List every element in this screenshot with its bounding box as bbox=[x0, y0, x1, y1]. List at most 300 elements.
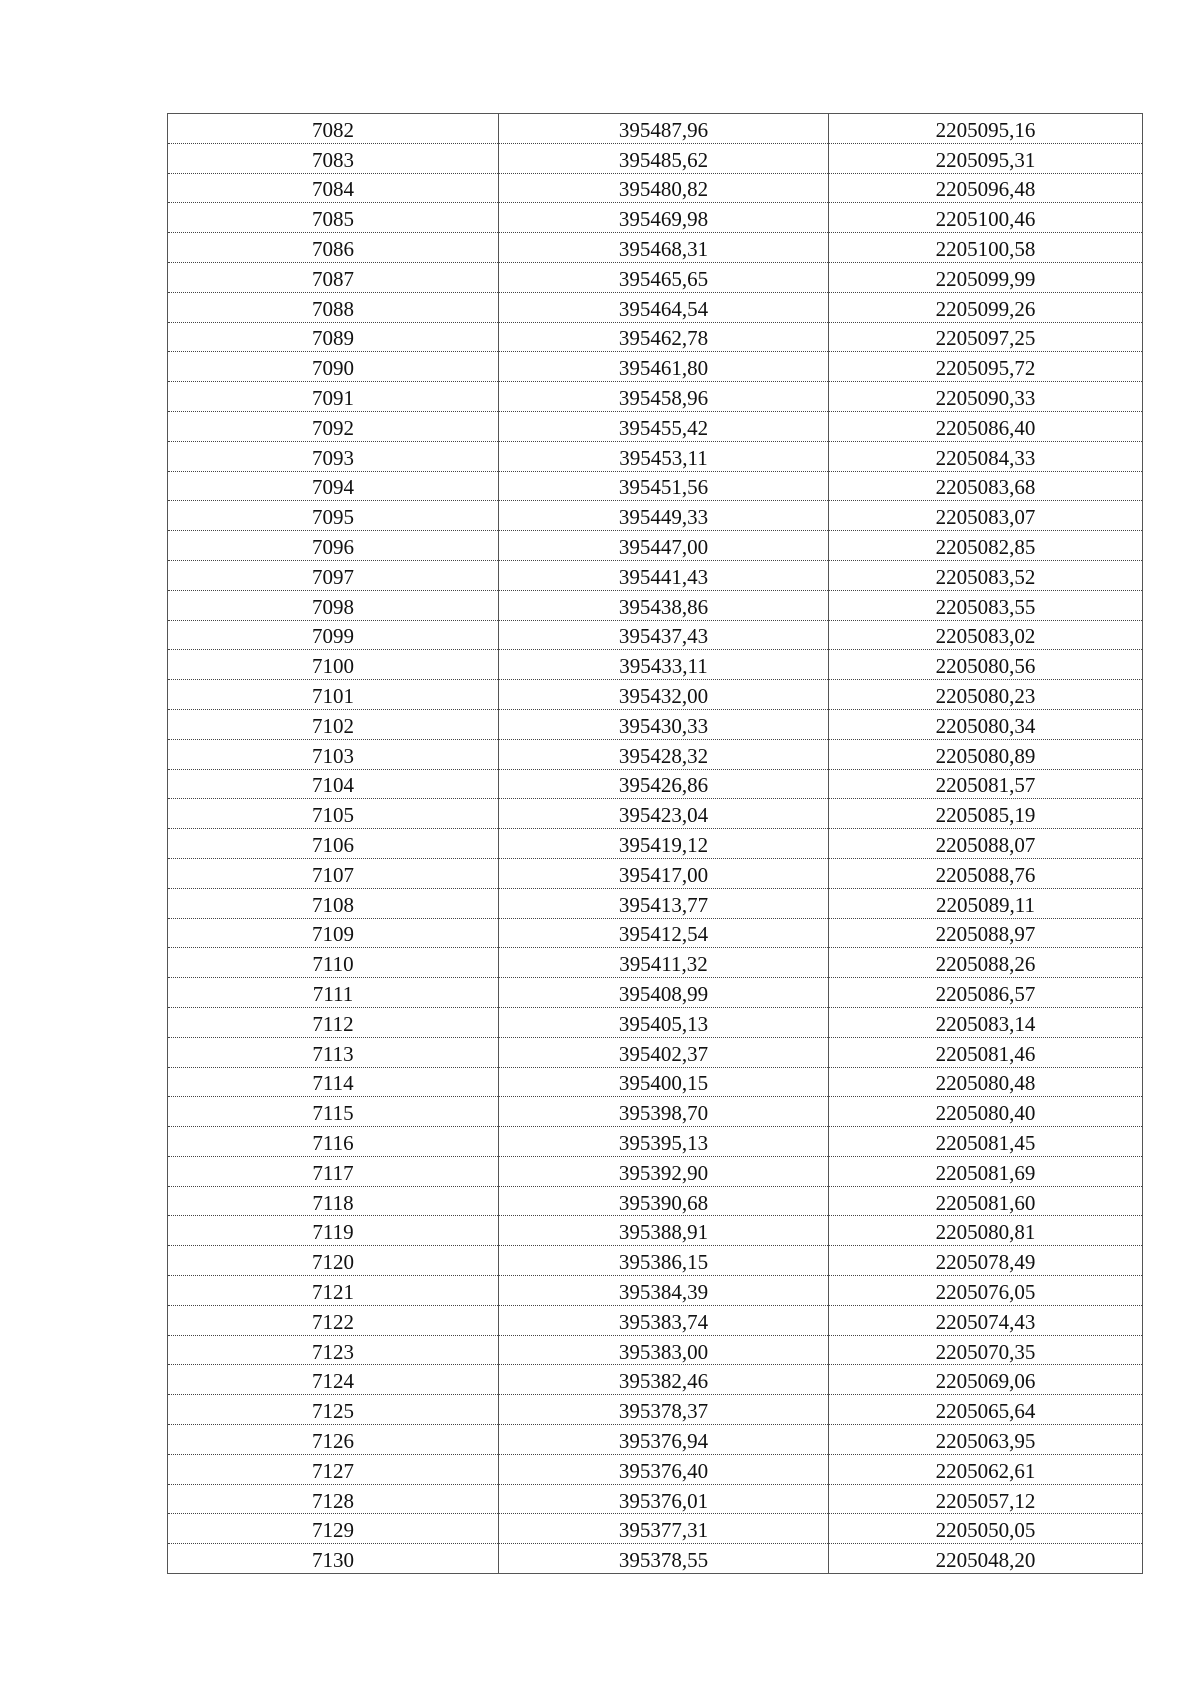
x-coordinate: 395382,46 bbox=[618, 1369, 709, 1394]
y-coordinate-cell bbox=[829, 948, 1143, 978]
y-coordinate: 2205083,14 bbox=[935, 1011, 1036, 1036]
y-coordinate-cell bbox=[829, 1246, 1143, 1276]
y-coordinate-cell bbox=[829, 173, 1143, 203]
y-coordinate-cell bbox=[829, 1484, 1143, 1514]
x-coordinate-cell bbox=[499, 709, 829, 739]
x-coordinate: 395468,31 bbox=[618, 237, 709, 262]
point-number-cell bbox=[168, 203, 499, 233]
y-coordinate: 2205080,56 bbox=[935, 654, 1036, 679]
y-coordinate: 2205089,11 bbox=[936, 892, 1035, 917]
point-number: 7092 bbox=[312, 415, 354, 440]
y-coordinate: 2205083,68 bbox=[935, 475, 1036, 500]
coordinates-table bbox=[167, 113, 1143, 1574]
y-coordinate: 2205085,19 bbox=[935, 803, 1036, 828]
x-coordinate-cell bbox=[499, 292, 829, 322]
point-number: 7115 bbox=[312, 1101, 354, 1126]
y-coordinate-cell bbox=[829, 322, 1143, 352]
x-coordinate-cell bbox=[499, 620, 829, 650]
y-coordinate-cell bbox=[829, 262, 1143, 292]
point-number: 7118 bbox=[312, 1190, 354, 1215]
table-row bbox=[168, 709, 1143, 739]
point-number-cell bbox=[168, 918, 499, 948]
y-coordinate-cell bbox=[829, 620, 1143, 650]
table-row bbox=[168, 1365, 1143, 1395]
point-number: 7104 bbox=[312, 773, 354, 798]
y-coordinate: 2205100,46 bbox=[935, 207, 1036, 232]
x-coordinate: 395428,32 bbox=[618, 743, 709, 768]
point-number: 7105 bbox=[312, 803, 354, 828]
y-coordinate: 2205069,06 bbox=[935, 1369, 1036, 1394]
point-number-cell bbox=[168, 590, 499, 620]
x-coordinate-cell bbox=[499, 829, 829, 859]
y-coordinate: 2205095,16 bbox=[935, 117, 1036, 142]
y-coordinate-cell bbox=[829, 1544, 1143, 1574]
y-coordinate: 2205088,97 bbox=[935, 922, 1036, 947]
x-coordinate: 395453,11 bbox=[619, 445, 708, 470]
y-coordinate: 2205074,43 bbox=[935, 1309, 1036, 1334]
point-number: 7111 bbox=[312, 982, 354, 1006]
y-coordinate-cell bbox=[829, 1186, 1143, 1216]
table-row bbox=[168, 1216, 1143, 1246]
y-coordinate: 2205070,35 bbox=[935, 1339, 1036, 1364]
table-row bbox=[168, 233, 1143, 263]
point-number-cell bbox=[168, 1067, 499, 1097]
x-coordinate-cell bbox=[499, 1127, 829, 1157]
y-coordinate: 2205090,33 bbox=[935, 386, 1036, 411]
x-coordinate-cell bbox=[499, 1276, 829, 1306]
y-coordinate-cell bbox=[829, 1156, 1143, 1186]
x-coordinate: 395388,91 bbox=[618, 1220, 709, 1245]
point-number: 7087 bbox=[312, 266, 354, 291]
y-coordinate: 2205081,46 bbox=[935, 1041, 1036, 1066]
point-number-cell bbox=[168, 560, 499, 590]
table-row bbox=[168, 352, 1143, 382]
point-number: 7091 bbox=[312, 386, 354, 411]
x-coordinate: 395432,00 bbox=[618, 684, 709, 709]
point-number: 7106 bbox=[312, 833, 354, 858]
table-row bbox=[168, 382, 1143, 412]
y-coordinate: 2205083,52 bbox=[935, 564, 1036, 589]
point-number: 7085 bbox=[312, 207, 354, 232]
point-number-cell bbox=[168, 1305, 499, 1335]
y-coordinate: 2205057,12 bbox=[935, 1488, 1036, 1513]
point-number: 7099 bbox=[312, 624, 354, 649]
x-coordinate: 395485,62 bbox=[618, 147, 709, 172]
point-number-cell bbox=[168, 1037, 499, 1067]
table-row bbox=[168, 1335, 1143, 1365]
x-coordinate: 395419,12 bbox=[618, 833, 709, 858]
x-coordinate: 395438,86 bbox=[618, 594, 709, 619]
table-row bbox=[168, 1037, 1143, 1067]
point-number: 7095 bbox=[312, 505, 354, 530]
x-coordinate-cell bbox=[499, 471, 829, 501]
table-row bbox=[168, 1276, 1143, 1306]
point-number-cell bbox=[168, 441, 499, 471]
x-coordinate: 395376,01 bbox=[618, 1488, 709, 1513]
table-row bbox=[168, 978, 1143, 1008]
point-number-cell bbox=[168, 888, 499, 918]
table-row bbox=[168, 1186, 1143, 1216]
y-coordinate: 2205080,48 bbox=[935, 1071, 1036, 1096]
x-coordinate-cell bbox=[499, 858, 829, 888]
y-coordinate-cell bbox=[829, 888, 1143, 918]
point-number: 7130 bbox=[312, 1548, 354, 1573]
x-coordinate-cell bbox=[499, 411, 829, 441]
point-number-cell bbox=[168, 501, 499, 531]
x-coordinate: 395400,15 bbox=[618, 1071, 709, 1096]
point-number: 7113 bbox=[312, 1041, 354, 1066]
point-number-cell bbox=[168, 1425, 499, 1455]
point-number-cell bbox=[168, 978, 499, 1008]
x-coordinate-cell bbox=[499, 531, 829, 561]
y-coordinate: 2205083,07 bbox=[935, 505, 1036, 530]
table-row bbox=[168, 799, 1143, 829]
x-coordinate: 395378,55 bbox=[618, 1548, 709, 1573]
table-row bbox=[168, 322, 1143, 352]
table-row bbox=[168, 680, 1143, 710]
y-coordinate-cell bbox=[829, 680, 1143, 710]
point-number: 7108 bbox=[312, 892, 354, 917]
y-coordinate: 2205065,64 bbox=[935, 1399, 1036, 1424]
point-number-cell bbox=[168, 1097, 499, 1127]
x-coordinate-cell bbox=[499, 1097, 829, 1127]
x-coordinate: 395433,11 bbox=[619, 654, 708, 679]
y-coordinate-cell bbox=[829, 799, 1143, 829]
table-row bbox=[168, 858, 1143, 888]
x-coordinate: 395408,99 bbox=[618, 982, 709, 1006]
y-coordinate-cell bbox=[829, 769, 1143, 799]
table-row bbox=[168, 441, 1143, 471]
point-number: 7120 bbox=[312, 1250, 354, 1275]
point-number: 7082 bbox=[312, 117, 354, 142]
x-coordinate: 395426,86 bbox=[618, 773, 709, 798]
x-coordinate: 395449,33 bbox=[618, 505, 709, 530]
y-coordinate-cell bbox=[829, 709, 1143, 739]
point-number-cell bbox=[168, 948, 499, 978]
point-number: 7096 bbox=[312, 535, 354, 560]
table-row bbox=[168, 650, 1143, 680]
x-coordinate: 395377,31 bbox=[618, 1518, 709, 1543]
y-coordinate: 2205082,85 bbox=[935, 535, 1036, 560]
table-row bbox=[168, 1425, 1143, 1455]
x-coordinate: 395458,96 bbox=[618, 386, 709, 411]
y-coordinate-cell bbox=[829, 978, 1143, 1008]
y-coordinate-cell bbox=[829, 1097, 1143, 1127]
y-coordinate: 2205095,31 bbox=[935, 147, 1036, 172]
y-coordinate-cell bbox=[829, 441, 1143, 471]
x-coordinate-cell bbox=[499, 1216, 829, 1246]
x-coordinate: 395469,98 bbox=[618, 207, 709, 232]
table-row bbox=[168, 948, 1143, 978]
y-coordinate: 2205063,95 bbox=[935, 1428, 1036, 1453]
x-coordinate-cell bbox=[499, 1544, 829, 1574]
x-coordinate: 395461,80 bbox=[618, 356, 709, 381]
table-row bbox=[168, 1544, 1143, 1574]
y-coordinate-cell bbox=[829, 1007, 1143, 1037]
x-coordinate-cell bbox=[499, 1395, 829, 1425]
table-row bbox=[168, 531, 1143, 561]
point-number-cell bbox=[168, 1276, 499, 1306]
table-row bbox=[168, 1395, 1143, 1425]
x-coordinate-cell bbox=[499, 114, 829, 144]
y-coordinate: 2205081,57 bbox=[935, 773, 1036, 798]
x-coordinate-cell bbox=[499, 1514, 829, 1544]
x-coordinate: 395430,33 bbox=[618, 713, 709, 738]
point-number: 7098 bbox=[312, 594, 354, 619]
y-coordinate-cell bbox=[829, 739, 1143, 769]
x-coordinate: 395462,78 bbox=[618, 326, 709, 351]
x-coordinate: 395417,00 bbox=[618, 862, 709, 887]
table-row bbox=[168, 918, 1143, 948]
y-coordinate-cell bbox=[829, 560, 1143, 590]
table-row bbox=[168, 501, 1143, 531]
x-coordinate: 395412,54 bbox=[618, 922, 709, 947]
y-coordinate: 2205099,99 bbox=[935, 266, 1036, 291]
point-number: 7107 bbox=[312, 862, 354, 887]
x-coordinate: 395465,65 bbox=[618, 266, 709, 291]
x-coordinate-cell bbox=[499, 322, 829, 352]
x-coordinate-cell bbox=[499, 1067, 829, 1097]
table-row bbox=[168, 1305, 1143, 1335]
point-number: 7116 bbox=[312, 1130, 354, 1155]
table-row bbox=[168, 1484, 1143, 1514]
x-coordinate-cell bbox=[499, 888, 829, 918]
table-row bbox=[168, 262, 1143, 292]
point-number-cell bbox=[168, 620, 499, 650]
y-coordinate-cell bbox=[829, 233, 1143, 263]
y-coordinate-cell bbox=[829, 590, 1143, 620]
table-row bbox=[168, 590, 1143, 620]
x-coordinate: 395405,13 bbox=[618, 1011, 709, 1036]
table-row bbox=[168, 888, 1143, 918]
y-coordinate: 2205080,40 bbox=[935, 1101, 1036, 1126]
y-coordinate-cell bbox=[829, 143, 1143, 173]
y-coordinate-cell bbox=[829, 1067, 1143, 1097]
x-coordinate-cell bbox=[499, 769, 829, 799]
point-number: 7089 bbox=[312, 326, 354, 351]
y-coordinate-cell bbox=[829, 411, 1143, 441]
x-coordinate-cell bbox=[499, 799, 829, 829]
point-number-cell bbox=[168, 739, 499, 769]
table-row bbox=[168, 1454, 1143, 1484]
x-coordinate: 395413,77 bbox=[618, 892, 709, 917]
table-row bbox=[168, 173, 1143, 203]
y-coordinate: 2205096,48 bbox=[935, 177, 1036, 202]
y-coordinate-cell bbox=[829, 918, 1143, 948]
x-coordinate: 395437,43 bbox=[618, 624, 709, 649]
point-number-cell bbox=[168, 1335, 499, 1365]
table-row bbox=[168, 560, 1143, 590]
y-coordinate-cell bbox=[829, 352, 1143, 382]
point-number-cell bbox=[168, 1156, 499, 1186]
x-coordinate-cell bbox=[499, 918, 829, 948]
x-coordinate-cell bbox=[499, 1335, 829, 1365]
y-coordinate: 2205099,26 bbox=[935, 296, 1036, 321]
point-number: 7086 bbox=[312, 237, 354, 262]
table-row bbox=[168, 114, 1143, 144]
table-row bbox=[168, 1067, 1143, 1097]
point-number: 7100 bbox=[312, 654, 354, 679]
x-coordinate: 395376,40 bbox=[618, 1458, 709, 1483]
y-coordinate: 2205080,23 bbox=[935, 684, 1036, 709]
table-row bbox=[168, 829, 1143, 859]
y-coordinate-cell bbox=[829, 829, 1143, 859]
y-coordinate: 2205086,40 bbox=[935, 415, 1036, 440]
x-coordinate-cell bbox=[499, 1156, 829, 1186]
coordinates-table-body bbox=[168, 114, 1143, 1574]
y-coordinate: 2205100,58 bbox=[935, 237, 1036, 262]
point-number-cell bbox=[168, 382, 499, 412]
x-coordinate: 395451,56 bbox=[618, 475, 709, 500]
y-coordinate: 2205083,02 bbox=[935, 624, 1036, 649]
point-number: 7129 bbox=[312, 1518, 354, 1543]
y-coordinate-cell bbox=[829, 1335, 1143, 1365]
point-number-cell bbox=[168, 233, 499, 263]
x-coordinate: 395390,68 bbox=[618, 1190, 709, 1215]
point-number: 7126 bbox=[312, 1428, 354, 1453]
x-coordinate-cell bbox=[499, 978, 829, 1008]
x-coordinate-cell bbox=[499, 948, 829, 978]
point-number-cell bbox=[168, 411, 499, 441]
x-coordinate: 395447,00 bbox=[618, 535, 709, 560]
table-row bbox=[168, 1007, 1143, 1037]
point-number: 7127 bbox=[312, 1458, 354, 1483]
x-coordinate-cell bbox=[499, 352, 829, 382]
point-number-cell bbox=[168, 769, 499, 799]
x-coordinate-cell bbox=[499, 441, 829, 471]
table-row bbox=[168, 411, 1143, 441]
point-number-cell bbox=[168, 1127, 499, 1157]
y-coordinate: 2205088,76 bbox=[935, 862, 1036, 887]
x-coordinate-cell bbox=[499, 1484, 829, 1514]
y-coordinate: 2205088,26 bbox=[935, 952, 1036, 977]
y-coordinate: 2205080,89 bbox=[935, 743, 1036, 768]
point-number-cell bbox=[168, 471, 499, 501]
point-number-cell bbox=[168, 322, 499, 352]
point-number: 7125 bbox=[312, 1399, 354, 1424]
point-number-cell bbox=[168, 680, 499, 710]
point-number-cell bbox=[168, 1365, 499, 1395]
y-coordinate-cell bbox=[829, 1514, 1143, 1544]
x-coordinate: 395383,74 bbox=[618, 1309, 709, 1334]
y-coordinate: 2205080,81 bbox=[935, 1220, 1036, 1245]
x-coordinate-cell bbox=[499, 590, 829, 620]
y-coordinate: 2205081,45 bbox=[935, 1130, 1036, 1155]
y-coordinate: 2205088,07 bbox=[935, 833, 1036, 858]
y-coordinate: 2205097,25 bbox=[935, 326, 1036, 351]
point-number: 7097 bbox=[312, 564, 354, 589]
point-number: 7088 bbox=[312, 296, 354, 321]
x-coordinate-cell bbox=[499, 1365, 829, 1395]
point-number-cell bbox=[168, 1514, 499, 1544]
table-row bbox=[168, 143, 1143, 173]
point-number: 7084 bbox=[312, 177, 354, 202]
x-coordinate: 395398,70 bbox=[618, 1101, 709, 1126]
x-coordinate: 395378,37 bbox=[618, 1399, 709, 1424]
y-coordinate-cell bbox=[829, 1425, 1143, 1455]
point-number: 7121 bbox=[312, 1279, 354, 1304]
x-coordinate-cell bbox=[499, 650, 829, 680]
x-coordinate-cell bbox=[499, 173, 829, 203]
point-number-cell bbox=[168, 292, 499, 322]
point-number-cell bbox=[168, 143, 499, 173]
point-number: 7090 bbox=[312, 356, 354, 381]
table-row bbox=[168, 1097, 1143, 1127]
y-coordinate-cell bbox=[829, 1216, 1143, 1246]
y-coordinate: 2205050,05 bbox=[935, 1518, 1036, 1543]
x-coordinate: 395423,04 bbox=[618, 803, 709, 828]
point-number-cell bbox=[168, 1454, 499, 1484]
y-coordinate-cell bbox=[829, 1305, 1143, 1335]
point-number-cell bbox=[168, 262, 499, 292]
x-coordinate-cell bbox=[499, 1186, 829, 1216]
point-number: 7119 bbox=[312, 1220, 354, 1245]
y-coordinate: 2205081,60 bbox=[935, 1190, 1036, 1215]
x-coordinate-cell bbox=[499, 560, 829, 590]
point-number: 7094 bbox=[312, 475, 354, 500]
y-coordinate-cell bbox=[829, 1037, 1143, 1067]
y-coordinate: 2205081,69 bbox=[935, 1160, 1036, 1185]
table-row bbox=[168, 1127, 1143, 1157]
table-row bbox=[168, 203, 1143, 233]
y-coordinate-cell bbox=[829, 471, 1143, 501]
y-coordinate-cell bbox=[829, 1127, 1143, 1157]
x-coordinate-cell bbox=[499, 501, 829, 531]
point-number: 7114 bbox=[312, 1071, 354, 1096]
x-coordinate-cell bbox=[499, 1037, 829, 1067]
y-coordinate: 2205084,33 bbox=[935, 445, 1036, 470]
table-row bbox=[168, 292, 1143, 322]
point-number: 7093 bbox=[312, 445, 354, 470]
point-number: 7122 bbox=[312, 1309, 354, 1334]
table-row bbox=[168, 620, 1143, 650]
x-coordinate: 395395,13 bbox=[618, 1130, 709, 1155]
x-coordinate-cell bbox=[499, 143, 829, 173]
y-coordinate: 2205080,34 bbox=[935, 713, 1036, 738]
y-coordinate-cell bbox=[829, 858, 1143, 888]
x-coordinate-cell bbox=[499, 680, 829, 710]
point-number: 7109 bbox=[312, 922, 354, 947]
point-number-cell bbox=[168, 114, 499, 144]
point-number: 7124 bbox=[312, 1369, 354, 1394]
point-number: 7128 bbox=[312, 1488, 354, 1513]
point-number-cell bbox=[168, 1216, 499, 1246]
point-number-cell bbox=[168, 1395, 499, 1425]
table-row bbox=[168, 471, 1143, 501]
point-number-cell bbox=[168, 352, 499, 382]
table-row bbox=[168, 739, 1143, 769]
point-number: 7123 bbox=[312, 1339, 354, 1364]
y-coordinate: 2205062,61 bbox=[935, 1458, 1036, 1483]
y-coordinate-cell bbox=[829, 1276, 1143, 1306]
point-number-cell bbox=[168, 1544, 499, 1574]
x-coordinate-cell bbox=[499, 1454, 829, 1484]
x-coordinate-cell bbox=[499, 382, 829, 412]
x-coordinate-cell bbox=[499, 233, 829, 263]
y-coordinate: 2205083,55 bbox=[935, 594, 1036, 619]
x-coordinate: 395464,54 bbox=[618, 296, 709, 321]
y-coordinate-cell bbox=[829, 1395, 1143, 1425]
point-number: 7101 bbox=[312, 684, 354, 709]
point-number: 7083 bbox=[312, 147, 354, 172]
point-number-cell bbox=[168, 173, 499, 203]
x-coordinate: 395392,90 bbox=[618, 1160, 709, 1185]
y-coordinate: 2205048,20 bbox=[935, 1548, 1036, 1573]
x-coordinate: 395487,96 bbox=[618, 117, 709, 142]
y-coordinate-cell bbox=[829, 531, 1143, 561]
point-number-cell bbox=[168, 1484, 499, 1514]
point-number: 7110 bbox=[312, 952, 354, 977]
